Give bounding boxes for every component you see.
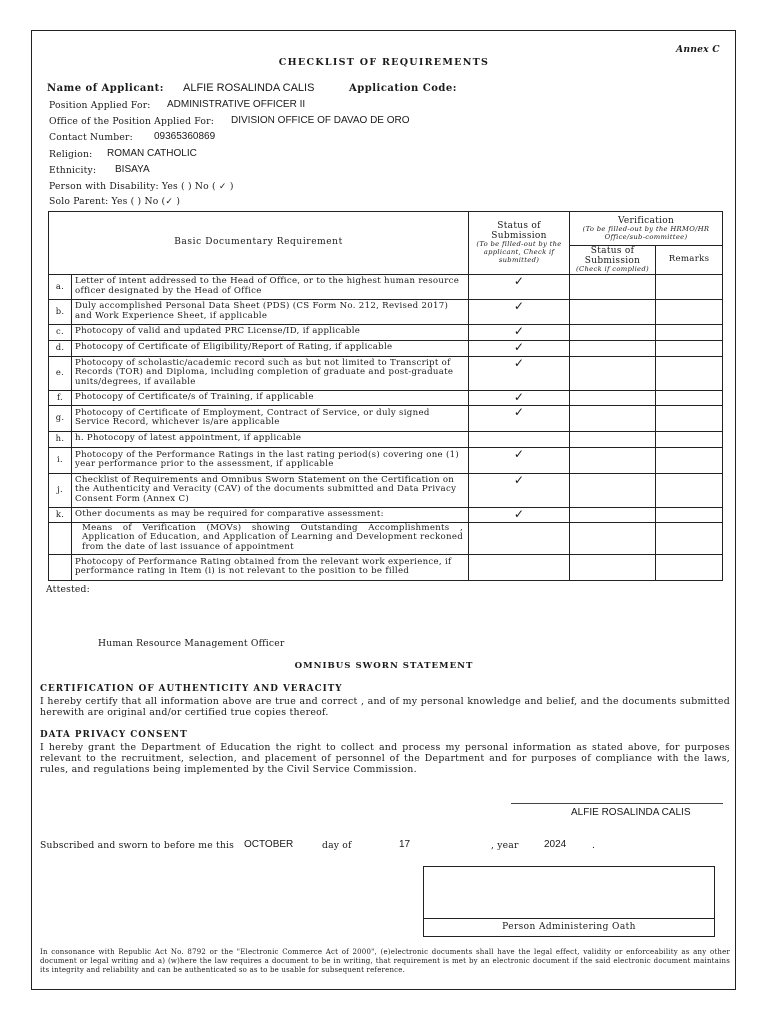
header-status-cell [469, 212, 570, 275]
cav-text: I hereby certify that all information above are true and correct , and of my personal knowledge and belief, and the documents submitted herewith are original and/or certified true copies thereof. [40, 696, 730, 718]
row-status-check[interactable]: ✓ [469, 356, 570, 390]
row-verification-status[interactable] [570, 507, 656, 522]
table-row [49, 324, 723, 340]
row-status-check[interactable]: ✓ [469, 390, 570, 405]
office-label: Office of the Position Applied For: [49, 116, 214, 127]
row-verification-status[interactable] [570, 390, 656, 405]
row-requirement: Photocopy of scholastic/academic record such as but not limited to Transcript of Records (TOR) and Diploma, including completion of graduate and post-graduate units/degrees, if available [72, 356, 469, 390]
row-letter: i. [49, 447, 72, 473]
pwd-field: Person with Disability: Yes ( ) No ( ✓ ) [49, 181, 234, 192]
header-status2-note: (Check if complied) [576, 265, 649, 273]
row-remarks[interactable] [656, 473, 723, 507]
table-row [49, 274, 723, 299]
ethnicity-value: BISAYA [115, 164, 150, 175]
table-row [49, 299, 723, 324]
row-verification-status[interactable] [570, 447, 656, 473]
row-requirement: Checklist of Requirements and Omnibus Sworn Statement on the Certification on the Authenticity and Veracity (CAV) of the documents submitted and Data Privacy Consent Form (Annex C) [72, 473, 469, 507]
row-letter: d. [49, 340, 72, 356]
row-letter: a. [49, 274, 72, 299]
sworn-year-label: , year [491, 840, 519, 851]
solo-parent-field: Solo Parent: Yes ( ) No (✓ ) [49, 196, 181, 207]
row-verification-status[interactable] [570, 299, 656, 324]
row-remarks[interactable] [656, 324, 723, 340]
row-verification-status[interactable] [570, 340, 656, 356]
row-letter: h. [49, 431, 72, 447]
row-verification-status[interactable] [570, 522, 656, 554]
row-verification-status[interactable] [570, 405, 656, 431]
row-status-check[interactable]: ✓ [469, 405, 570, 431]
application-code-label: Application Code: [349, 83, 457, 94]
row-status-check[interactable]: ✓ [469, 274, 570, 299]
row-status-check[interactable] [469, 554, 570, 580]
row-status-check[interactable]: ✓ [469, 324, 570, 340]
contact-value: 09365360869 [154, 131, 216, 142]
header-verification-note: (To be filled-out by the HRMO/HR Office/sub-committee) [582, 224, 710, 241]
oath-label: Person Administering Oath [424, 918, 714, 936]
row-status-check[interactable]: ✓ [469, 299, 570, 324]
row-requirement: Other documents as may be required for comparative assessment: [72, 507, 469, 522]
page-title: CHECKLIST OF REQUIREMENTS [278, 57, 490, 68]
table-row [49, 554, 723, 580]
table-row [49, 390, 723, 405]
attested-label: Attested: [46, 584, 90, 595]
row-verification-status[interactable] [570, 431, 656, 447]
oath-box [423, 866, 715, 937]
requirements-table [48, 211, 723, 581]
row-verification-status[interactable] [570, 324, 656, 340]
row-requirement: Duly accomplished Personal Data Sheet (PDS) (CS Form No. 212, Revised 2017) and Work Experience Sheet, if applicable [72, 299, 469, 324]
row-verification-status[interactable] [570, 274, 656, 299]
row-requirement: Photocopy of valid and updated PRC License/ID, if applicable [72, 324, 469, 340]
row-requirement: Photocopy of Certificate of Employment, Contract of Service, or duly signed Service Record, whichever is/are applicable [72, 405, 469, 431]
row-letter [49, 554, 72, 580]
sworn-year: 2024 [544, 839, 567, 850]
row-remarks[interactable] [656, 299, 723, 324]
row-status-check[interactable]: ✓ [469, 340, 570, 356]
row-remarks[interactable] [656, 390, 723, 405]
row-requirement: Photocopy of Performance Rating obtained from the relevant work experience, if performance rating in Item (i) is not relevant to the position to be filled [72, 554, 469, 580]
header-requirement: Basic Documentary Requirement [49, 212, 469, 275]
row-status-check[interactable]: ✓ [469, 473, 570, 507]
row-requirement: h. Photocopy of latest appointment, if applicable [72, 431, 469, 447]
sworn-prefix: Subscribed and sworn to before me this [40, 840, 235, 851]
header-status2-cell [570, 246, 656, 275]
table-row [49, 473, 723, 507]
row-letter: c. [49, 324, 72, 340]
header-status: Status of Submission [491, 221, 547, 242]
row-requirement: Photocopy of Certificate/s of Training, if applicable [72, 390, 469, 405]
row-requirement: Means of Verification (MOVs) showing Outstanding Accomplishments , Application of Education, and Application of Learning and Development reckoned from the date of last issuance of appointment [72, 522, 469, 554]
row-requirement: Photocopy of Certificate of Eligibility/Report of Rating, if applicable [72, 340, 469, 356]
header-verification: Verification [617, 215, 675, 226]
row-letter: g. [49, 405, 72, 431]
row-remarks[interactable] [656, 522, 723, 554]
dpc-text: I hereby grant the Department of Education the right to collect and process my personal information as stated above, for purposes relevant to the recruitment, selection, and placement of personnel of the Department and for purposes of compliance with the laws, rules, and regulations being implemented by the Civil Service Commission. [40, 742, 730, 775]
omnibus-title: OMNIBUS SWORN STATEMENT [294, 661, 474, 671]
applicant-name-label: Name of Applicant: [47, 83, 164, 94]
religion-label: Religion: [49, 149, 93, 160]
table-row [49, 431, 723, 447]
signatory-name: ALFIE ROSALINDA CALIS [571, 807, 691, 818]
row-remarks[interactable] [656, 340, 723, 356]
cav-title: CERTIFICATION OF AUTHENTICITY AND VERACITY [40, 684, 343, 694]
table-row [49, 340, 723, 356]
row-verification-status[interactable] [570, 356, 656, 390]
sworn-end: . [592, 840, 596, 851]
row-status-check[interactable] [469, 522, 570, 554]
row-requirement: Letter of intent addressed to the Head of Office, or to the highest human resource officer designated by the Head of Office [72, 274, 469, 299]
table-row [49, 356, 723, 390]
row-status-check[interactable] [469, 431, 570, 447]
row-letter [49, 522, 72, 554]
table-row [49, 522, 723, 554]
signature-line [511, 803, 723, 804]
row-letter: j. [49, 473, 72, 507]
ethnicity-label: Ethnicity: [49, 165, 97, 176]
row-requirement: Photocopy of the Performance Ratings in the last rating period(s) covering one (1) year performance prior to the assessment, if applicable [72, 447, 469, 473]
row-remarks[interactable] [656, 447, 723, 473]
row-verification-status[interactable] [570, 473, 656, 507]
header-verification-cell [570, 212, 723, 246]
row-status-check[interactable]: ✓ [469, 447, 570, 473]
row-letter: k. [49, 507, 72, 522]
row-remarks[interactable] [656, 431, 723, 447]
header-status2: Status of Submission [584, 246, 641, 266]
religion-value: ROMAN CATHOLIC [107, 148, 197, 159]
row-status-check[interactable]: ✓ [469, 507, 570, 522]
applicant-name-value: ALFIE ROSALINDA CALIS [183, 82, 315, 94]
sworn-day: 17 [399, 839, 411, 850]
table-row [49, 507, 723, 522]
footer-note: In consonance with Republic Act No. 8792 or the "Electronic Commerce Act of 2000", (e)electronic documents shall have the legal effect, validity or enforceability as any other document or legal writing and a) (w)here the law requires a document to be in writing, that requirement is met by an electronic document if the said electronic document maintains its integrity and reliability and can be authenticated so as to be usable for subsequent reference. [40, 948, 730, 974]
table-header-row [49, 212, 723, 246]
position-value: ADMINISTRATIVE OFFICER II [167, 99, 306, 110]
row-remarks[interactable] [656, 554, 723, 580]
row-remarks[interactable] [656, 356, 723, 390]
dpc-title: DATA PRIVACY CONSENT [40, 730, 188, 740]
header-remarks: Remarks [656, 246, 723, 275]
header-status-note: (To be filled-out by the applicant, Check if submitted) [476, 240, 562, 264]
office-value: DIVISION OFFICE OF DAVAO DE ORO [231, 115, 410, 126]
requirements-body [49, 274, 723, 580]
row-letter: b. [49, 299, 72, 324]
annex-label: Annex C [676, 44, 720, 55]
row-letter: e. [49, 356, 72, 390]
row-remarks[interactable] [656, 507, 723, 522]
position-label: Position Applied For: [49, 100, 151, 111]
sworn-month: OCTOBER [244, 839, 294, 850]
hrmo-label: Human Resource Management Officer [98, 638, 285, 649]
row-verification-status[interactable] [570, 554, 656, 580]
row-remarks[interactable] [656, 405, 723, 431]
table-row [49, 405, 723, 431]
contact-label: Contact Number: [49, 132, 133, 143]
row-letter: f. [49, 390, 72, 405]
row-remarks[interactable] [656, 274, 723, 299]
table-row [49, 447, 723, 473]
sworn-day-label: day of [322, 840, 352, 851]
